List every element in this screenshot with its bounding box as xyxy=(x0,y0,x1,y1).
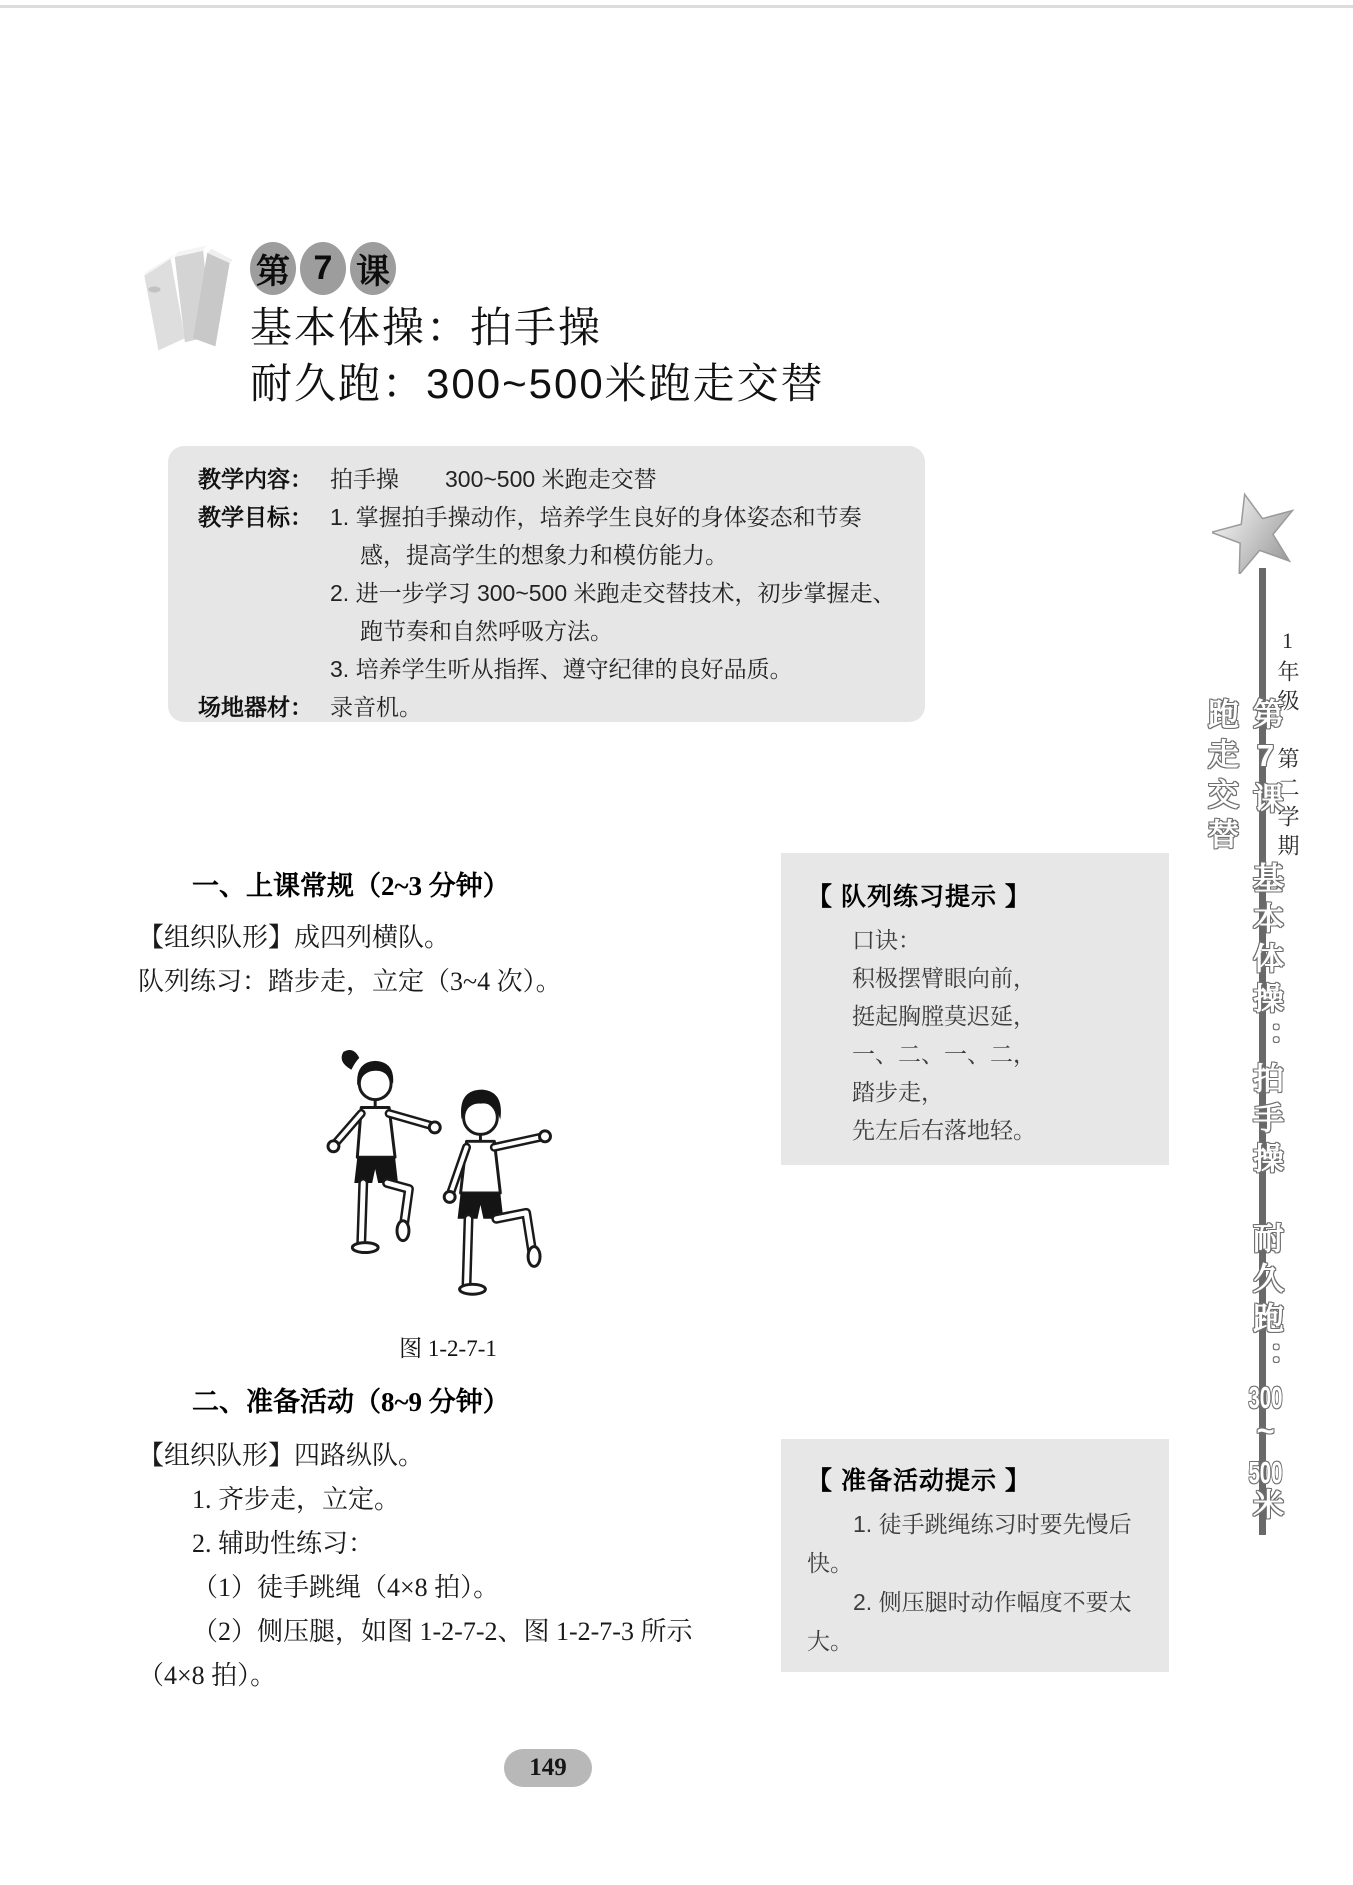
sidebar-lesson-num1: 300 xyxy=(1248,1382,1283,1413)
tip-line-1: 口诀： xyxy=(852,927,921,953)
sidebar-lesson-part1: 第7课 xyxy=(1248,698,1283,862)
tip-line-2: 积极摆臂眼向前， xyxy=(852,965,1036,991)
drill-tip-box xyxy=(781,853,1169,1165)
org-bracket2: 【组织队形】 xyxy=(138,1441,295,1470)
girl-figure xyxy=(328,1050,440,1253)
sidebar-lesson-part2: 基本体操：拍手操 xyxy=(1248,862,1283,1222)
badge-char-2: 7 xyxy=(300,242,346,295)
sidebar-lesson-text xyxy=(1198,698,1288,1538)
page-title-line1: 基本体操：拍手操 xyxy=(250,304,603,351)
section2-item-3: （1）徒手跳绳（4×8 拍）。 xyxy=(192,1573,500,1602)
section1-org-line xyxy=(138,916,694,960)
equipment-label: 场地器材： xyxy=(198,694,313,720)
children-marching-figure xyxy=(300,1042,645,1330)
section2-org-line xyxy=(138,1434,694,1478)
tip-line-3: 挺起胸膛莫迟延， xyxy=(852,1003,1036,1029)
goal-item-2: 2. 进一步学习 300~500 米跑走交替技术，初步掌握走、跑节奏和自然呼吸方法。 xyxy=(330,580,896,644)
books-icon xyxy=(130,236,252,354)
figure-caption: 图 1-2-7-1 xyxy=(399,1336,497,1361)
section2-item-2: 2. 辅助性练习： xyxy=(192,1529,375,1558)
sidebar-lesson-part3: 耐久跑： xyxy=(1248,1222,1283,1382)
sidebar-lesson-tilde: ~ xyxy=(1248,1413,1283,1457)
goal-item-3: 3. 培养学生听从指挥、遵守纪律的良好品质。 xyxy=(330,656,793,682)
warmup-tip-box xyxy=(781,1439,1169,1672)
teaching-goal-list xyxy=(330,498,899,688)
section2-heading: 二、准备活动（8~9 分钟） xyxy=(192,1387,510,1417)
sidebar-lesson-part4: 米跑走交替 xyxy=(1203,698,1283,1528)
tip-line-4: 一、二、一、二， xyxy=(852,1041,1036,1067)
section1-heading: 一、上课常规（2~3 分钟） xyxy=(192,871,510,901)
org-rest: 成四列横队。 xyxy=(294,923,451,952)
teaching-info-box xyxy=(168,446,925,722)
tip-line-5: 踏步走， xyxy=(852,1079,944,1105)
warmup-tip-title: 【 准备活动提示 】 xyxy=(807,1467,1031,1495)
section2-item-1: 1. 齐步走，立定。 xyxy=(192,1485,401,1514)
sidebar-grade-text: 1年级 第二学期 xyxy=(1275,628,1300,863)
teaching-goal-label: 教学目标： xyxy=(198,504,313,530)
page-title-line2: 耐久跑：300~500米跑走交替 xyxy=(250,360,825,407)
drill-tip-title: 【 队列练习提示 】 xyxy=(807,883,1031,911)
org-rest2: 四路纵队。 xyxy=(294,1441,425,1470)
page-top-edge xyxy=(0,5,1353,8)
teaching-content-row xyxy=(198,460,899,498)
badge-char-3: 课 xyxy=(350,242,396,295)
section1-line2: 队列练习：踏步走，立定（3~4 次）。 xyxy=(138,967,562,996)
warmup-tip-item-1: 1. 徒手跳绳练习时要先慢后快。 xyxy=(807,1511,1132,1576)
teaching-goal-row xyxy=(198,498,899,688)
org-bracket: 【组织队形】 xyxy=(138,923,295,952)
goal-item-1: 1. 掌握拍手操动作，培养学生良好的身体姿态和节奏感，提高学生的想象力和模仿能力。 xyxy=(330,504,862,568)
section2-item-4: （2）侧压腿，如图 1-2-7-2、图 1-2-7-3 所示（4×8 拍）。 xyxy=(138,1617,693,1690)
page-number-badge: 149 xyxy=(504,1749,592,1787)
tip-line-6: 先左后右落地轻。 xyxy=(852,1117,1036,1143)
boy-figure xyxy=(444,1090,550,1295)
teaching-content-value: 拍手操 300~500 米跑走交替 xyxy=(330,466,657,492)
equipment-value: 录音机。 xyxy=(330,694,422,720)
teaching-content-label: 教学内容： xyxy=(198,466,313,492)
warmup-tip-item-2: 2. 侧压腿时动作幅度不要太大。 xyxy=(807,1589,1132,1654)
page-title xyxy=(250,300,825,412)
sidebar-lesson-num2: 500 xyxy=(1248,1457,1283,1488)
equipment-row xyxy=(198,688,899,726)
lesson-number-badge xyxy=(250,242,396,295)
badge-char-1: 第 xyxy=(250,242,296,295)
star-icon xyxy=(1212,492,1298,574)
